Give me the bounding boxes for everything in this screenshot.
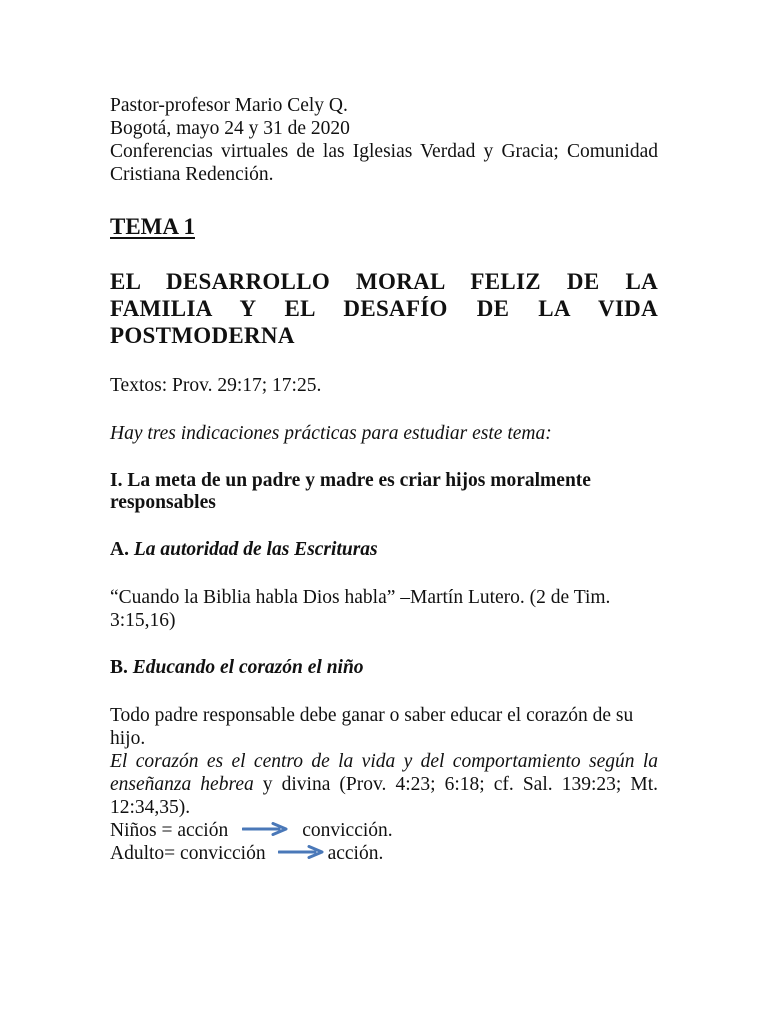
event-line: Conferencias virtuales de las Iglesias Verdad y Gracia; Comunidad Cristiana Redención. (110, 141, 658, 185)
subsection-a-letter: A. (110, 539, 129, 560)
ninos-right: convicción. (302, 820, 393, 841)
section-i-heading: I. La meta de un padre y madre es criar hijos moralmente responsables (110, 470, 591, 513)
place-date-line: Bogotá, mayo 24 y 31 de 2020 (110, 118, 350, 139)
paragraph-heart: Todo padre responsable debe ganar o saber educar el corazón de su hijo. (110, 705, 634, 749)
ninos-row (110, 819, 658, 842)
tema-heading: TEMA 1 (110, 214, 195, 239)
adulto-row (110, 842, 658, 865)
right-arrow-icon (242, 819, 288, 842)
main-title: EL DESARROLLO MORAL FELIZ DE LA FAMILIA Y EL DESAFÍO DE LA VIDA POSTMODERNA (110, 269, 658, 348)
subsection-a-heading (110, 539, 658, 561)
intro-text: Hay tres indicaciones prácticas para estudiar este tema: (110, 423, 552, 444)
paragraph-hebrew-italic: El corazón es el centro de la vida y del comportamiento según la enseñanza hebrea (110, 751, 658, 795)
ninos-left: Niños = acción (110, 820, 229, 841)
document-page (110, 94, 658, 865)
adulto-left: Adulto= convicción (110, 843, 266, 864)
textos-line: Textos: Prov. 29:17; 17:25. (110, 375, 322, 396)
subsection-b-letter: B. (110, 657, 128, 678)
subsection-b-heading (110, 657, 658, 679)
paragraph-hebrew-rest: y divina (Prov. 4:23; 6:18; cf. Sal. 139:23; Mt. 12:34,35). (110, 774, 658, 818)
luther-quote: “Cuando la Biblia habla Dios habla” –Martín Lutero. (2 de Tim. 3:15,16) (110, 587, 611, 631)
right-arrow-icon (278, 842, 324, 865)
subsection-a-title: La autoridad de las Escrituras (133, 539, 378, 560)
paragraph-hebrew (110, 750, 658, 819)
author-line: Pastor-profesor Mario Cely Q. (110, 95, 348, 116)
subsection-b-title: Educando el corazón el niño (132, 657, 364, 678)
adulto-right: acción. (327, 843, 384, 864)
